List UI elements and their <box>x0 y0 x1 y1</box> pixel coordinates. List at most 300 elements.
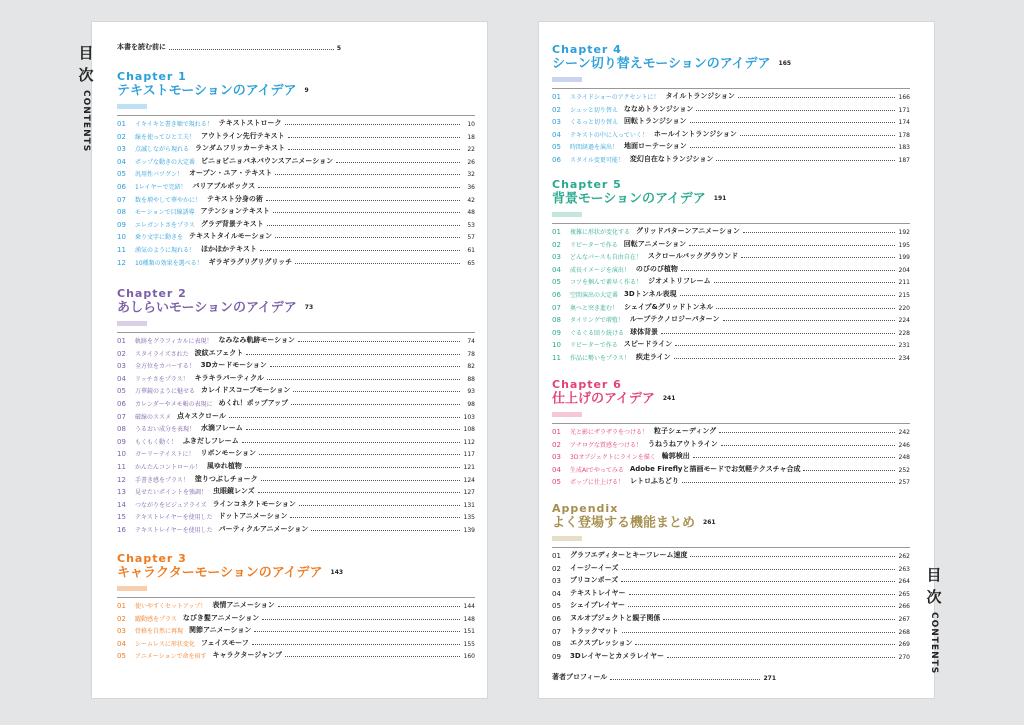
entry-title: ラインコネクトモーション <box>212 499 296 508</box>
toc-entry[interactable] <box>117 153 475 166</box>
toc-entry[interactable] <box>117 116 475 129</box>
entry-page: 267 <box>898 616 910 624</box>
chapter-title[interactable] <box>117 565 475 582</box>
toc-entry[interactable] <box>117 204 475 217</box>
leader-dots <box>267 225 460 226</box>
toc-entry[interactable] <box>552 424 910 437</box>
leader-dots <box>252 644 460 645</box>
entry-title: ヌルオブジェクトと親子関係 <box>570 614 661 623</box>
entry-number: 03 <box>117 145 126 154</box>
entry-number: 11 <box>117 246 126 255</box>
chapter-2-section <box>117 287 475 534</box>
entry-tagline: 3Dオブジェクトにラインを描く <box>570 454 656 462</box>
chapter-label: Appendix <box>552 502 619 515</box>
leader-dots <box>291 404 460 405</box>
entry-tagline: スタイル変更可能！ <box>570 157 624 165</box>
chapter-accent-bar <box>552 536 582 541</box>
entry-title: バリアブルボックス <box>192 182 256 191</box>
side-kanji-1: 目 <box>926 566 942 584</box>
chapter-3-section <box>117 552 475 660</box>
chapter-title[interactable] <box>552 56 910 73</box>
leader-dots <box>716 308 895 309</box>
entry-page: 108 <box>463 426 475 434</box>
toc-entry[interactable] <box>552 436 910 449</box>
toc-entry[interactable] <box>117 521 475 534</box>
toc-entry[interactable] <box>552 312 910 325</box>
entry-tagline: テキストレイヤーを使用した <box>135 514 213 522</box>
entry-number: 10 <box>552 341 561 350</box>
leader-dots <box>635 644 895 645</box>
leader-dots <box>290 517 460 518</box>
entry-page: 268 <box>898 628 910 636</box>
entry-number: 15 <box>117 513 126 522</box>
entry-page: 204 <box>898 266 910 274</box>
entry-number: 05 <box>552 143 561 152</box>
entry-title: テキストレイヤー <box>570 588 626 597</box>
leader-dots <box>336 162 460 163</box>
chapter-title-text: よく登場する機能まとめ <box>552 515 696 531</box>
entry-page: 231 <box>898 342 910 350</box>
leader-dots <box>714 282 895 283</box>
entry-page: 242 <box>898 429 910 437</box>
entry-tagline: 万華鏡のように魅せる <box>135 388 196 396</box>
entry-page: 82 <box>467 363 475 371</box>
toc-entry[interactable] <box>117 216 475 229</box>
entry-number: 02 <box>552 440 561 449</box>
entry-number: 11 <box>117 463 126 472</box>
toc-entry[interactable] <box>117 484 475 497</box>
toc-entry[interactable] <box>117 598 475 611</box>
chapter-title-text: あしらいモーションのアイデア <box>117 300 297 316</box>
entry-title: 水滴フレーム <box>201 424 243 433</box>
toc-entry[interactable] <box>117 141 475 154</box>
entry-page: 166 <box>898 94 910 102</box>
entry-tagline: イキイキと書き順で現れる！ <box>135 121 213 129</box>
entry-number: 01 <box>552 93 561 102</box>
toc-entry[interactable] <box>552 461 910 474</box>
entry-tagline: ポップに仕上げる！ <box>570 479 625 487</box>
entry-title: 疾走ライン <box>635 353 671 362</box>
toc-entry[interactable] <box>117 471 475 484</box>
entry-title: グラデ背景テキスト <box>200 219 264 228</box>
author-page: 271 <box>763 675 776 682</box>
preface-entry[interactable] <box>117 42 341 52</box>
toc-entry[interactable] <box>117 383 475 396</box>
chapter-title[interactable] <box>117 300 475 317</box>
entry-page: 103 <box>463 413 475 421</box>
entry-tagline: ぐるぐる回り続ける <box>570 329 625 337</box>
toc-entry[interactable] <box>552 126 910 139</box>
toc-entry[interactable] <box>552 573 910 586</box>
entry-page: 252 <box>898 466 910 474</box>
chapter-page: 165 <box>778 60 792 67</box>
entry-page: 151 <box>463 628 475 636</box>
toc-entry[interactable] <box>117 241 475 254</box>
toc-entry[interactable] <box>552 349 910 362</box>
toc-entry[interactable] <box>552 101 910 114</box>
leader-dots <box>663 619 895 620</box>
chapter-title-text: 背景モーションのアイデア <box>552 191 706 207</box>
toc-entry[interactable] <box>117 166 475 179</box>
entry-page: 74 <box>467 338 475 346</box>
entry-page: 257 <box>898 479 910 487</box>
entry-number: 08 <box>552 640 561 649</box>
entry-number: 05 <box>552 478 561 487</box>
entry-tagline: ガーリーテイストに！ <box>135 451 195 459</box>
entry-tagline: 線を使ってひと工夫！ <box>135 133 196 141</box>
toc-entry[interactable] <box>117 446 475 459</box>
entry-title: アテンションテキスト <box>200 207 270 216</box>
toc-entry[interactable] <box>117 333 475 346</box>
leader-dots <box>242 442 460 443</box>
entry-page: 93 <box>467 388 475 396</box>
toc-entry[interactable] <box>117 229 475 242</box>
toc-entry[interactable] <box>117 496 475 509</box>
entry-title: アウトライン先行テキスト <box>201 131 285 140</box>
entry-number: 12 <box>117 475 126 484</box>
chapter-label: Chapter 2 <box>117 287 187 300</box>
entry-tagline: 汎用性バツグン！ <box>135 171 183 179</box>
entry-page: 124 <box>463 476 475 484</box>
entry-title: テキスト分身の術 <box>207 194 263 203</box>
entry-title: ドットアニメーション <box>218 512 288 521</box>
toc-entry[interactable] <box>117 509 475 522</box>
toc-entry[interactable] <box>117 408 475 421</box>
entry-title: 3Dトンネル表現 <box>624 290 677 299</box>
entry-number: 03 <box>117 362 126 371</box>
entry-tagline: もくもく動く！ <box>135 438 178 446</box>
entry-number: 05 <box>117 652 126 661</box>
entry-number: 11 <box>552 354 561 363</box>
entry-title: 変幻自在なトランジション <box>629 155 714 164</box>
entry-page: 57 <box>467 234 475 242</box>
chapter-title[interactable] <box>552 191 910 208</box>
entry-title: テキストタイルモーション <box>189 232 273 241</box>
entry-title: テキストストローク <box>218 119 282 128</box>
toc-entry[interactable] <box>117 623 475 636</box>
chapter-accent-bar <box>117 586 147 591</box>
entry-number: 16 <box>117 526 126 534</box>
entry-number: 03 <box>552 118 561 127</box>
entry-page: 224 <box>898 317 910 325</box>
entry-title: 点々スクロール <box>177 411 226 420</box>
toc-entry[interactable] <box>117 648 475 661</box>
entry-title: 3Dレイヤーとカメラレイヤー <box>570 651 664 660</box>
entry-tagline: モーションで目線誘導 <box>135 209 195 217</box>
side-kanji-2: 次 <box>926 588 942 606</box>
entry-tagline: 作品に勢いをプラス！ <box>570 355 630 363</box>
toc-entry[interactable] <box>552 286 910 299</box>
entry-title: キラキラパーティクル <box>194 373 264 382</box>
side-en: CONTENTS <box>81 90 91 153</box>
toc-entry[interactable] <box>117 610 475 623</box>
entry-title: ループテクノロジーパターン <box>629 315 720 324</box>
entry-tagline: 手書き感をプラス！ <box>135 476 189 484</box>
leader-dots <box>273 212 460 213</box>
entry-number: 09 <box>117 220 126 229</box>
leader-dots <box>254 631 460 632</box>
entry-title: オープン・ユア・テキスト <box>188 169 273 178</box>
leader-dots <box>681 270 895 271</box>
toc-entry[interactable] <box>552 114 910 127</box>
entry-tagline: 数を増やして華やかに！ <box>135 196 202 204</box>
entry-tagline: うるおい成分を表現！ <box>135 426 196 434</box>
entry-title: ランダムフリッカーテキスト <box>195 144 286 153</box>
entry-tagline: どんなパースも自由自在！ <box>570 254 642 262</box>
entry-tagline: 使いやすくセットアップ！ <box>135 603 207 611</box>
entry-tagline: 点滅しながら現れる <box>135 146 190 154</box>
toc-entry[interactable] <box>117 191 475 204</box>
toc-entry[interactable] <box>552 585 910 598</box>
chapter-page: 241 <box>662 395 676 402</box>
toc-entry[interactable] <box>117 433 475 446</box>
entry-page: 112 <box>463 438 475 446</box>
entry-title: 表情アニメーション <box>212 601 275 610</box>
toc-entry[interactable] <box>552 598 910 611</box>
toc-entry[interactable] <box>552 89 910 102</box>
entry-tagline: 複雑に形状が変化する <box>570 229 631 237</box>
entry-page: 183 <box>898 144 910 152</box>
entry-tagline: リピーターで作る <box>570 342 618 350</box>
toc-entry[interactable] <box>117 178 475 191</box>
side-kanji-1: 目 <box>78 44 94 62</box>
entry-number: 04 <box>117 639 126 648</box>
chapter-title-text: キャラクターモーションのアイデア <box>117 565 323 581</box>
author-profile-entry[interactable] <box>552 672 776 682</box>
entry-page: 148 <box>463 615 475 623</box>
entry-title: 回転トランジション <box>624 117 687 126</box>
entry-page: 98 <box>467 401 475 409</box>
entry-number: 04 <box>552 465 561 474</box>
entry-tagline: テキストレイヤーを使用した <box>135 527 213 534</box>
leader-dots <box>661 333 895 334</box>
entry-tagline: リッチさをプラス！ <box>135 375 189 383</box>
entry-title: パーティクルアニメーション <box>218 525 309 533</box>
entry-page: 174 <box>898 119 910 127</box>
toc-entry[interactable] <box>552 236 910 249</box>
entry-page: 266 <box>898 603 910 611</box>
entry-page: 215 <box>898 292 910 300</box>
entry-title: リボンモーション <box>200 449 256 458</box>
toc-entry[interactable] <box>117 395 475 408</box>
entry-title: のびのび植物 <box>635 264 678 273</box>
chapter-accent-bar <box>117 321 147 326</box>
entry-title: ジオメトリフレーム <box>648 277 711 286</box>
leader-dots <box>610 679 760 680</box>
toc-entry[interactable] <box>552 274 910 287</box>
toc-entry[interactable] <box>552 636 910 649</box>
toc-entry[interactable] <box>552 474 910 487</box>
toc-entry[interactable] <box>552 610 910 623</box>
leader-dots <box>285 124 460 125</box>
toc-entry[interactable] <box>552 449 910 462</box>
leader-dots <box>267 379 460 380</box>
leader-dots <box>693 457 895 458</box>
toc-entry[interactable] <box>117 345 475 358</box>
leader-dots <box>270 366 460 367</box>
entry-title: スクロールバックグラウンド <box>647 252 739 261</box>
chapter-accent-bar <box>117 104 147 109</box>
entry-page: 264 <box>898 578 910 586</box>
entry-page: 22 <box>467 146 475 154</box>
leader-dots <box>723 320 895 321</box>
entry-tagline: スライドショーのアクセントに！ <box>570 94 660 102</box>
leader-dots <box>719 432 895 433</box>
entry-tagline: 光と影にザラザラをつける！ <box>570 429 649 437</box>
toc-entry[interactable] <box>552 324 910 337</box>
entry-number: 13 <box>117 488 126 497</box>
entry-number: 09 <box>552 328 561 337</box>
entry-title: ビニョビニョバネバウンスアニメーション <box>201 156 334 165</box>
toc-entry[interactable] <box>117 635 475 648</box>
entry-page: 117 <box>463 451 475 459</box>
entry-page: 88 <box>467 375 475 383</box>
chapter-accent-bar <box>552 212 582 217</box>
preface-title: 本書を読む前に <box>117 43 166 51</box>
chapter-accent-bar <box>552 77 582 82</box>
entry-tagline: 湧気のように現れる！ <box>135 247 196 255</box>
entry-page: 248 <box>898 454 910 462</box>
toc-entry[interactable] <box>552 560 910 573</box>
side-kanji-2: 次 <box>78 66 94 84</box>
leader-dots <box>278 606 460 607</box>
entry-number: 02 <box>117 614 126 623</box>
entry-number: 03 <box>552 453 561 462</box>
entry-tagline: シームレスに形状変化 <box>135 640 195 648</box>
entry-number: 08 <box>117 208 126 217</box>
leader-dots <box>622 569 895 570</box>
entry-tagline: 見せたいポイントを強調！ <box>135 489 208 497</box>
entry-tagline: テキストの中に入っていく！ <box>570 131 648 139</box>
leader-dots <box>675 345 895 346</box>
chapter-label: Chapter 6 <box>552 378 622 391</box>
entry-title: シェイプ&グリッドトンネル <box>624 302 714 311</box>
entry-number: 08 <box>117 425 126 434</box>
toc-entry[interactable] <box>552 337 910 350</box>
chapter-page: 9 <box>304 87 309 94</box>
entry-page: 195 <box>898 241 910 249</box>
entry-tagline: 乗り文字に動きを <box>135 234 184 242</box>
entry-number: 04 <box>552 265 561 274</box>
entry-page: 135 <box>463 514 475 522</box>
leader-dots <box>721 445 895 446</box>
entry-title: ななめトランジション <box>623 104 694 113</box>
leader-dots <box>690 556 895 557</box>
chapter-label: Chapter 3 <box>117 552 187 565</box>
entry-tagline: ポップな動きの大定番 <box>135 158 196 166</box>
entry-title: 塗りつぶしチョーク <box>194 474 258 483</box>
toc-entry[interactable] <box>117 128 475 141</box>
entry-tagline: くるっと切り替え <box>570 119 619 127</box>
entry-page: 65 <box>467 259 475 267</box>
entry-page: 178 <box>898 131 910 139</box>
entry-number: 06 <box>552 156 561 165</box>
toc-entry[interactable] <box>552 151 910 164</box>
chapter-title[interactable] <box>117 83 475 100</box>
entry-tagline: 生成AIでやってみる <box>570 466 624 474</box>
leader-dots <box>288 137 460 138</box>
toc-entry[interactable] <box>552 548 910 561</box>
leader-dots <box>169 49 334 50</box>
entry-page: 228 <box>898 329 910 337</box>
toc-entry[interactable] <box>552 224 910 237</box>
entry-page: 53 <box>467 221 475 229</box>
entry-page: 10 <box>467 121 475 129</box>
toc-entry[interactable] <box>552 648 910 661</box>
side-label-left <box>76 42 96 152</box>
leader-dots <box>667 657 895 658</box>
entry-page: 155 <box>463 640 475 648</box>
toc-entry[interactable] <box>117 254 475 267</box>
entry-page: 199 <box>898 254 910 262</box>
chapter-title-text: テキストモーションのアイデア <box>117 83 297 99</box>
chapter-6-section <box>552 378 910 486</box>
leader-dots <box>262 619 460 620</box>
chapter-title[interactable] <box>552 515 910 532</box>
leader-dots <box>690 147 895 148</box>
leader-dots <box>682 482 895 483</box>
toc-entry[interactable] <box>117 421 475 434</box>
entry-page: 262 <box>898 553 910 561</box>
leader-dots <box>298 341 460 342</box>
entry-number: 05 <box>552 602 561 611</box>
chapter-5-section <box>552 178 910 362</box>
leader-dots <box>299 505 460 506</box>
chapter-accent-bar <box>552 412 582 417</box>
entry-number: 05 <box>117 387 126 396</box>
leader-dots <box>260 250 460 251</box>
toc-entry[interactable] <box>117 358 475 371</box>
toc-entry[interactable] <box>552 139 910 152</box>
entry-title: Adobe Fireflyと描画モードでお気軽テクスチャ合成 <box>629 464 801 473</box>
leader-dots <box>245 467 460 468</box>
entry-title: フェイスモーフ <box>200 638 249 647</box>
leader-dots <box>740 135 895 136</box>
chapter-1-section <box>117 70 475 267</box>
entry-tagline: アニメーションで命を宿す <box>135 653 207 661</box>
entry-page: 26 <box>467 158 475 166</box>
toc-entry[interactable] <box>552 299 910 312</box>
leader-dots <box>293 391 460 392</box>
entry-title: キャラクタージャンプ <box>212 651 283 660</box>
entry-number: 07 <box>117 412 126 421</box>
entry-page: 192 <box>898 229 910 237</box>
entry-number: 01 <box>117 337 126 346</box>
leader-dots <box>621 581 895 582</box>
leader-dots <box>622 632 895 633</box>
toc-entry[interactable] <box>552 623 910 636</box>
entry-number: 10 <box>117 233 126 242</box>
entry-number: 02 <box>552 105 561 114</box>
chapter-title[interactable] <box>552 391 910 408</box>
leader-dots <box>629 594 895 595</box>
side-en: CONTENTS <box>929 612 939 675</box>
entry-page: 42 <box>467 196 475 204</box>
toc-entry[interactable] <box>117 458 475 471</box>
entry-tagline: エレガントさをプラス <box>135 221 195 229</box>
toc-entry[interactable] <box>117 370 475 383</box>
entry-page: 131 <box>463 501 475 509</box>
toc-entry[interactable] <box>552 261 910 274</box>
entry-title: プリコンポーズ <box>570 576 619 585</box>
entry-page: 263 <box>898 565 910 573</box>
entry-page: 48 <box>467 209 475 217</box>
toc-entry[interactable] <box>552 249 910 262</box>
entry-title: うねうねアウトライン <box>648 439 718 448</box>
chapter-page: 191 <box>713 195 727 202</box>
entry-title: ホールイントランジション <box>653 129 737 138</box>
entry-number: 03 <box>552 577 561 586</box>
